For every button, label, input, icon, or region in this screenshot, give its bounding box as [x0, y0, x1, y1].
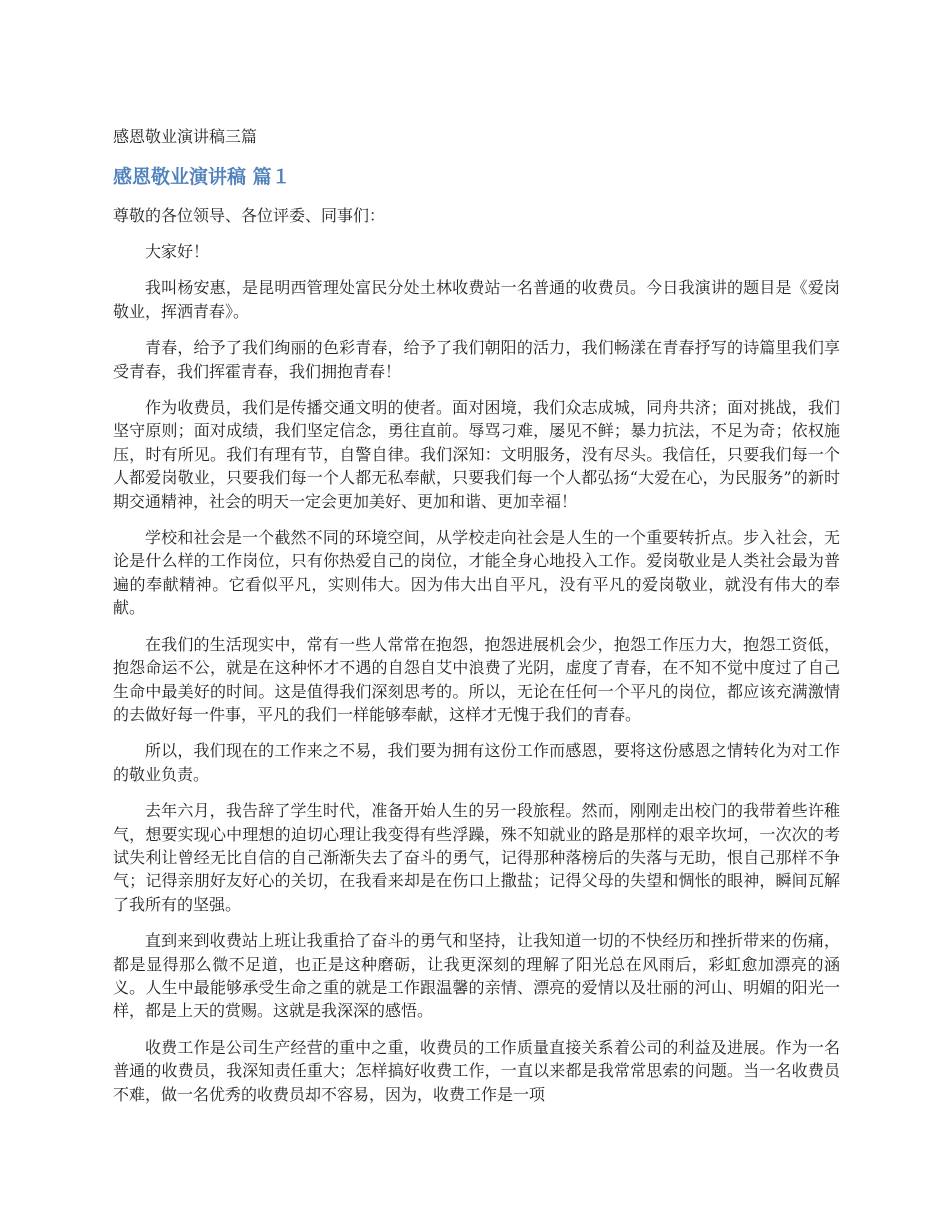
paragraph: 去年六月，我告辞了学生时代，准备开始人生的另一段旅程。然而，刚刚走出校门的我带着些许稚气，想要实现心中理想的迫切心理让我变得有些浮躁，殊不知就业的路是那样的艰辛坎坷，一次次的考试失利让曾经无比自信的自己渐渐失去了奋斗的勇气，记得那种落榜后的失落与无助，恨自己那样不争气；记得亲朋好友好心的关切，在我看来却是在伤口上撒盐；记得父母的失望和惆怅的眼神，瞬间瓦解了我所有的坚强。 [113, 801, 840, 914]
paragraph: 青春，给予了我们绚丽的色彩青春，给予了我们朝阳的活力，我们畅漾在青春抒写的诗篇里我们享受青春，我们挥霍青春，我们拥抱青春！ [113, 338, 840, 381]
paragraph-intro: 我叫杨安惠，是昆明西管理处富民分处土林收费站一名普通的收费员。今日我演讲的题目是《爱岗敬业，挥洒青春》。 [113, 278, 840, 321]
salutation: 尊敬的各位领导、各位评委、同事们： [113, 206, 386, 225]
paragraph: 收费工作是公司生产经营的重中之重，收费员的工作质量直接关系着公司的利益及进展。作为一名普通的收费员，我深知责任重大；怎样搞好收费工作，一直以来都是我常常思索的问题。当一名收费员不难，做一名优秀的收费员却不容易，因为，收费工作是一项 [113, 1037, 840, 1104]
paragraph: 作为收费员，我们是传播交通文明的使者。面对困境，我们众志成城，同舟共济；面对挑战，我们坚守原则；面对成绩，我们坚定信念，勇往直前。辱骂刁难，屡见不鲜；暴力抗法，不足为奇；依权施压，时有所见。我们有理有节，自警自律。我们深知：文明服务，没有尽头。我信任，只要我们每一个人都爱岗敬业，只要我们每一个人都无私奉献，只要我们每一个人都弘扬“大爱在心，为民服务”的新时期交通精神，社会的明天一定会更加美好、更加和谐、更加幸福！ [113, 398, 840, 511]
section-heading: 感恩敬业演讲稿 篇１ [113, 166, 291, 188]
document-title: 感恩敬业演讲稿三篇 [113, 127, 258, 146]
paragraph: 所以，我们现在的工作来之不易，我们要为拥有这份工作而感恩，要将这份感恩之情转化为对工作的敬业负责。 [113, 741, 840, 784]
paragraph: 学校和社会是一个截然不同的环境空间，从学校走向社会是人生的一个重要转折点。步入社会，无论是什么样的工作岗位，只有你热爱自己的岗位，才能全身心地投入工作。爱岗敬业是人类社会最为普遍的奉献精神。它看似平凡，实则伟大。因为伟大出自平凡，没有平凡的爱岗敬业，就没有伟大的奉献。 [113, 528, 840, 618]
paragraph: 在我们的生活现实中，常有一些人常常在抱怨，抱怨进展机会少，抱怨工作压力大，抱怨工资低，抱怨命运不公，就是在这种怀才不遇的自怨自艾中浪费了光阴，虚度了青春，在不知不觉中度过了自己生命中最美好的时间。这是值得我们深刻思考的。所以，无论在任何一个平凡的岗位，都应该充满激情的去做好每一件事，平凡的我们一样能够奉献，这样才无愧于我们的青春。 [113, 634, 840, 724]
document-body [113, 204, 840, 1119]
paragraph-greeting: 大家好！ [145, 242, 210, 261]
paragraph: 直到来到收费站上班让我重拾了奋斗的勇气和坚持，让我知道一切的不快经历和挫折带来的伤痛，都是显得那么微不足道，也正是这种磨砺，让我更深刻的理解了阳光总在风雨后，彩虹愈加漂亮的涵义。人生中最能够承受生命之重的就是工作跟温馨的亲情、漂亮的爱情以及壮丽的河山、明媚的阳光一样，都是上天的赏赐。这就是我深深的感悟。 [113, 931, 840, 1021]
